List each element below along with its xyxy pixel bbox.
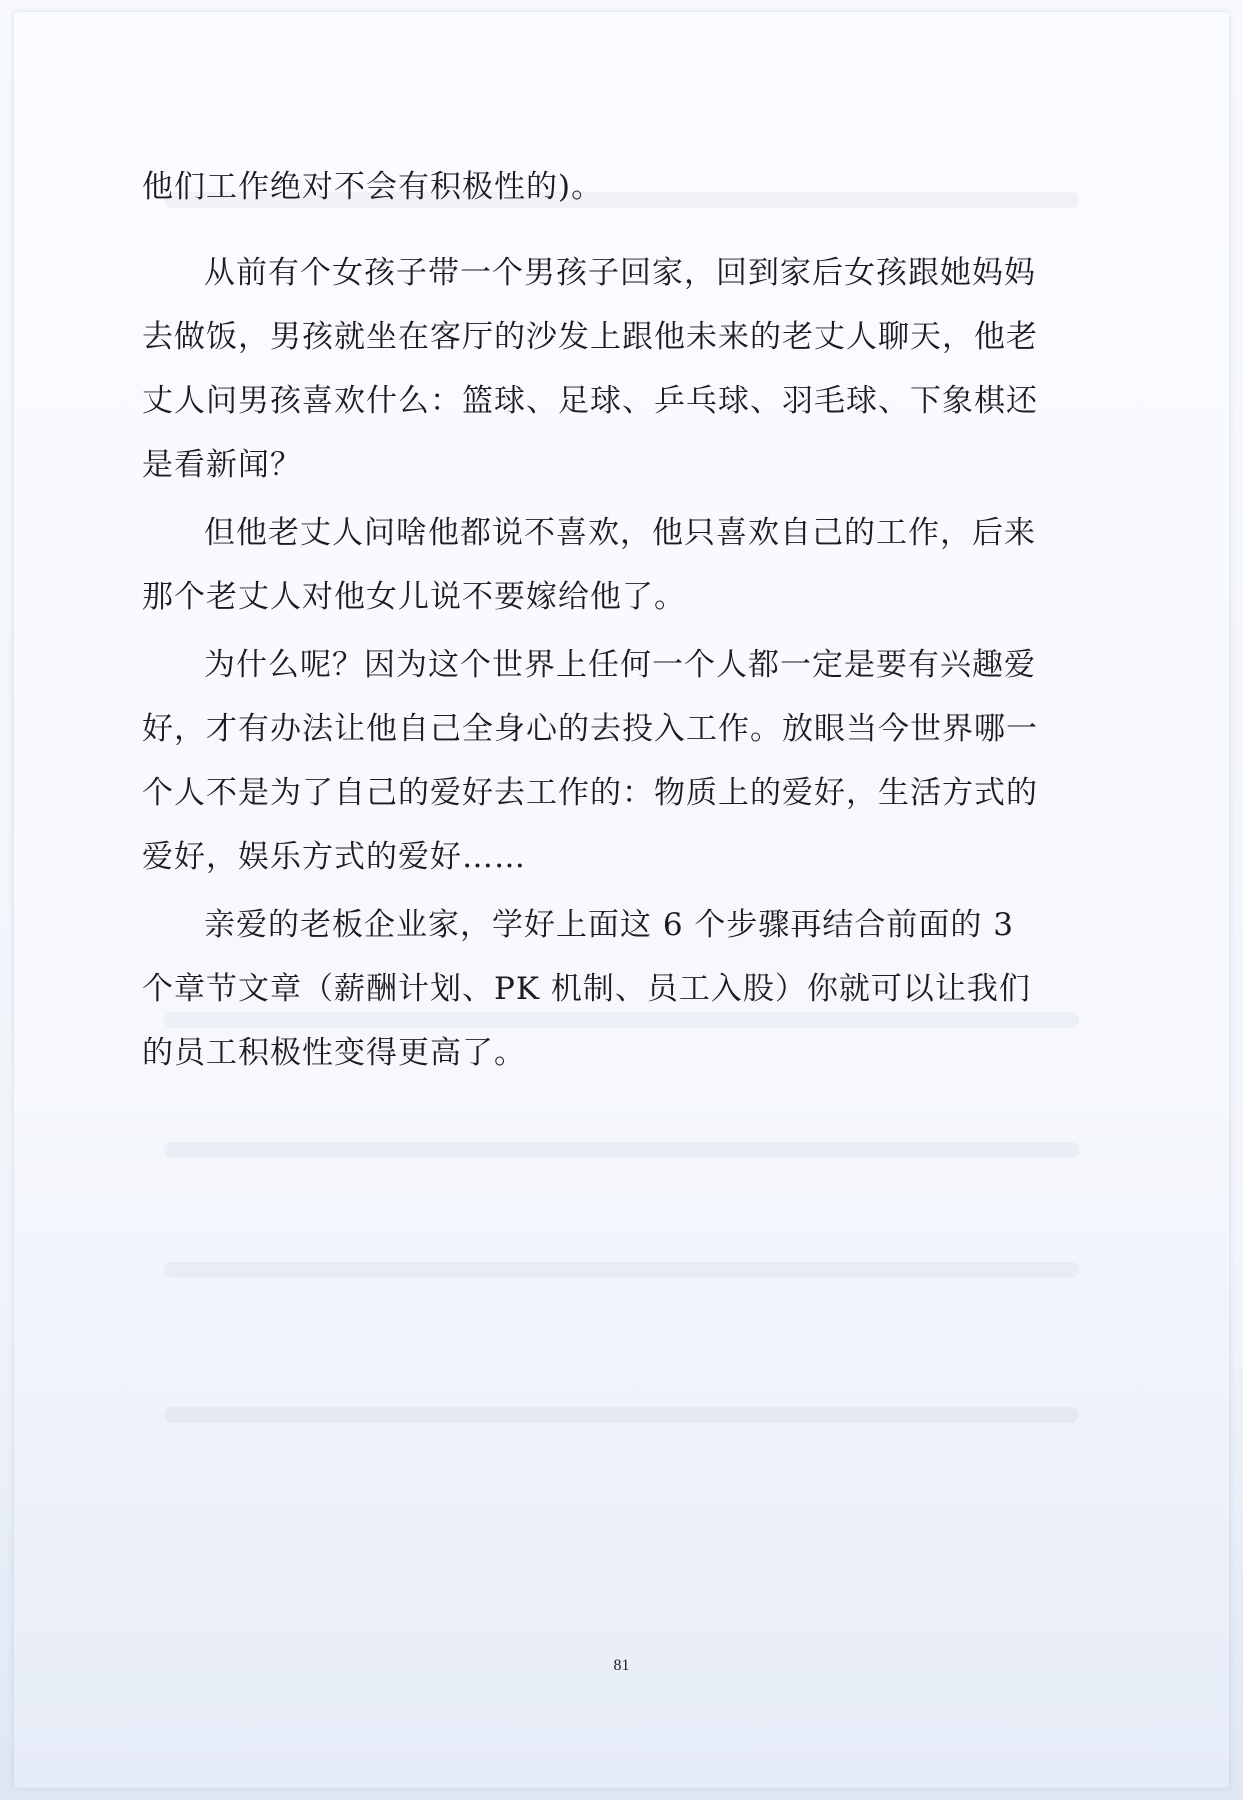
bleed-through-line <box>164 1142 1079 1158</box>
paragraph-hobbies: 为什么呢？因为这个世界上任何一个人都一定是要有兴趣爱好，才有办法让他自己全身心的去投入工作。放眼当今世界哪一个人不是为了自己的爱好去工作的：物质上的爱好，生活方式的爱好，娱乐方式的爱好…… <box>142 647 1038 875</box>
paragraph-continuation: 他们工作绝对不会有积极性的)。 <box>142 169 604 205</box>
paragraph-conclusion: 亲爱的老板企业家，学好上面这 6 个步骤再结合前面的 3 个章节文章（薪酬计划、PK 机制、员工入股）你就可以让我们的员工积极性变得更高了。 <box>142 907 1031 1071</box>
body-text <box>142 155 1047 1085</box>
paragraph-father-in-law: 但他老丈人问啥他都说不喜欢，他只喜欢自己的工作，后来那个老丈人对他女儿说不要嫁给他了。 <box>142 515 1036 615</box>
paragraph-story: 从前有个女孩子带一个男孩子回家，回到家后女孩跟她妈妈去做饭，男孩就坐在客厅的沙发上跟他未来的老丈人聊天，他老丈人问男孩喜欢什么：篮球、足球、乒乓球、羽毛球、下象棋还是看新闻？ <box>142 255 1038 483</box>
page-number: 81 <box>613 1657 630 1674</box>
bleed-through-line <box>164 1262 1079 1278</box>
bleed-through-line <box>164 1407 1079 1423</box>
